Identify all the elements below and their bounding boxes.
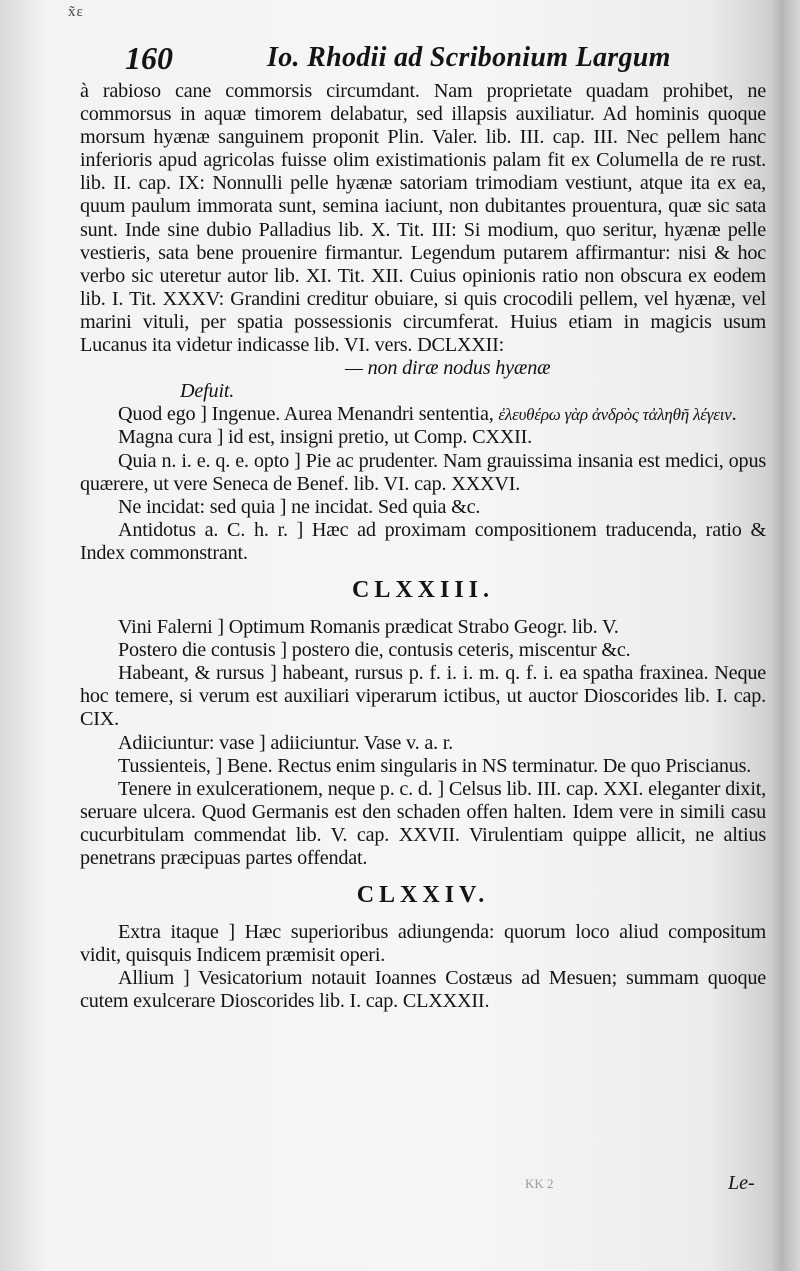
signature-mark: KK 2	[525, 1176, 554, 1191]
note-text: .	[731, 403, 737, 426]
page-edge	[770, 0, 800, 1271]
note-paragraph: Magna cura ] id est, insigni pretio, ut Comp. CXXII.	[118, 426, 533, 449]
note-paragraph: Vini Falerni ] Optimum Romanis prædicat Strabo Geogr. lib. V.	[118, 616, 619, 639]
page-number: 160	[125, 40, 173, 76]
note-paragraph: Antidotus a. C. h. r. ] Hæc ad proximam compositionem traducenda, ratio & Index commonstrant.	[80, 518, 766, 564]
note-paragraph: Allium ] Vesicatorium notauit Ioannes Costæus ad Mesuen; summam quoque cutem exulcerare Dioscorides lib. I. cap. CLXXXII.	[80, 967, 766, 1013]
note-paragraph	[80, 403, 766, 426]
note-paragraph: Tenere in exulcerationem, neque p. c. d. ] Celsus lib. III. cap. XXI. eleganter dixit, seruare ulcera. Quod Germanis est den schaden offen halten. Idem vere in simili casu cucurbitulam commendat lib. V. cap. XXVII. Virulentiam quippe allicit, ne altius penetrans præcipuas partes offendat.	[80, 777, 766, 869]
body-text	[80, 80, 766, 1014]
note-paragraph: Habeant, & rursus ] habeant, rursus p. f. i. i. m. q. f. i. ea spatha fraxinea. Neque hoc temere, si verum est auxiliari viperarum ictibus, ut auctor Dioscorides lib. I. cap. CIX.	[80, 662, 766, 731]
greek-quotation: ἐλευθέρω γὰρ ἀνδρὸς τἀληθῆ λέγειν	[498, 405, 732, 425]
running-title: Io. Rhodii ad Scribonium Largum	[267, 42, 671, 73]
paragraph-continuation: à rabioso cane commorsis circumdant. Nam proprietate quadam prohibet, ne commorsus in aquæ timorem delabatur, sed illapsis auxiliatur. Ad hominis quoque morsum hyænæ sanguinem proponit Plin. Valer. lib. III. cap. III. Nec pellem hanc inferioris apud agricolas fuisse olim existimationis palam fit ex Columella de re rust. lib. II. cap. IX: Nonnulli pelle hyænæ satoriam trimodiam vestiunt, atque ita ex ea, quum paulum immorata sunt, semina iaciunt, non dubitantes prouentura, quæ sic sata sunt. Inde sine dubio Palladius lib. X. Tit. III: Si modium, quo seritur, hyænæ pelle vestieris, sata bene prouenire firmantur. Legendum putarem affirmantur: nisi & hoc verbo sic uteretur autor lib. XI. Tit. XII. Cuius opinionis ratio non obscura ex eodem lib. I. Tit. XXXV: Grandini creditur obuiare, si quis crocodili pellem, vel hyænæ, vel marini vituli, per spatia possessionis circumferat. Huius etiam in magicis usum Lucanus ita videtur indicasse lib. VI. vers. DCLXXII:	[80, 80, 766, 357]
note-paragraph: Ne incidat: sed quia ] ne incidat. Sed quia &c.	[118, 495, 481, 518]
note-paragraph: Tussienteis, ] Bene. Rectus enim singularis in NS terminatur. De quo Priscianus.	[118, 754, 752, 777]
section-heading: CLXXIII.	[351, 576, 495, 603]
verse-quote: — non diræ nodus hyænæ	[345, 357, 551, 380]
page-header	[125, 40, 765, 80]
section-heading: CLXXIV.	[356, 882, 490, 909]
note-paragraph: Extra itaque ] Hæc superioribus adiungenda: quorum loco aliud compositum vidit, quisquis Indicem præmisit operi.	[80, 921, 766, 967]
verse-quote-end: Defuit.	[180, 380, 235, 403]
note-paragraph: Adiiciuntur: vase ] adiiciuntur. Vase v. a. r.	[118, 731, 454, 754]
note-paragraph: Quia n. i. e. q. e. opto ] Pie ac prudenter. Nam grauissima insania est medici, opus quærere, ut vere Seneca de Benef. lib. VI. cap. XXXVI.	[80, 449, 766, 495]
note-text: Quod ego ] Ingenue. Aurea Menandri sententia,	[118, 403, 499, 426]
note-paragraph: Postero die contusis ] postero die, contusis ceteris, miscentur &c.	[118, 639, 631, 662]
corner-mark: x̃ɛ	[68, 4, 84, 20]
catchword: Le-	[728, 1172, 755, 1194]
